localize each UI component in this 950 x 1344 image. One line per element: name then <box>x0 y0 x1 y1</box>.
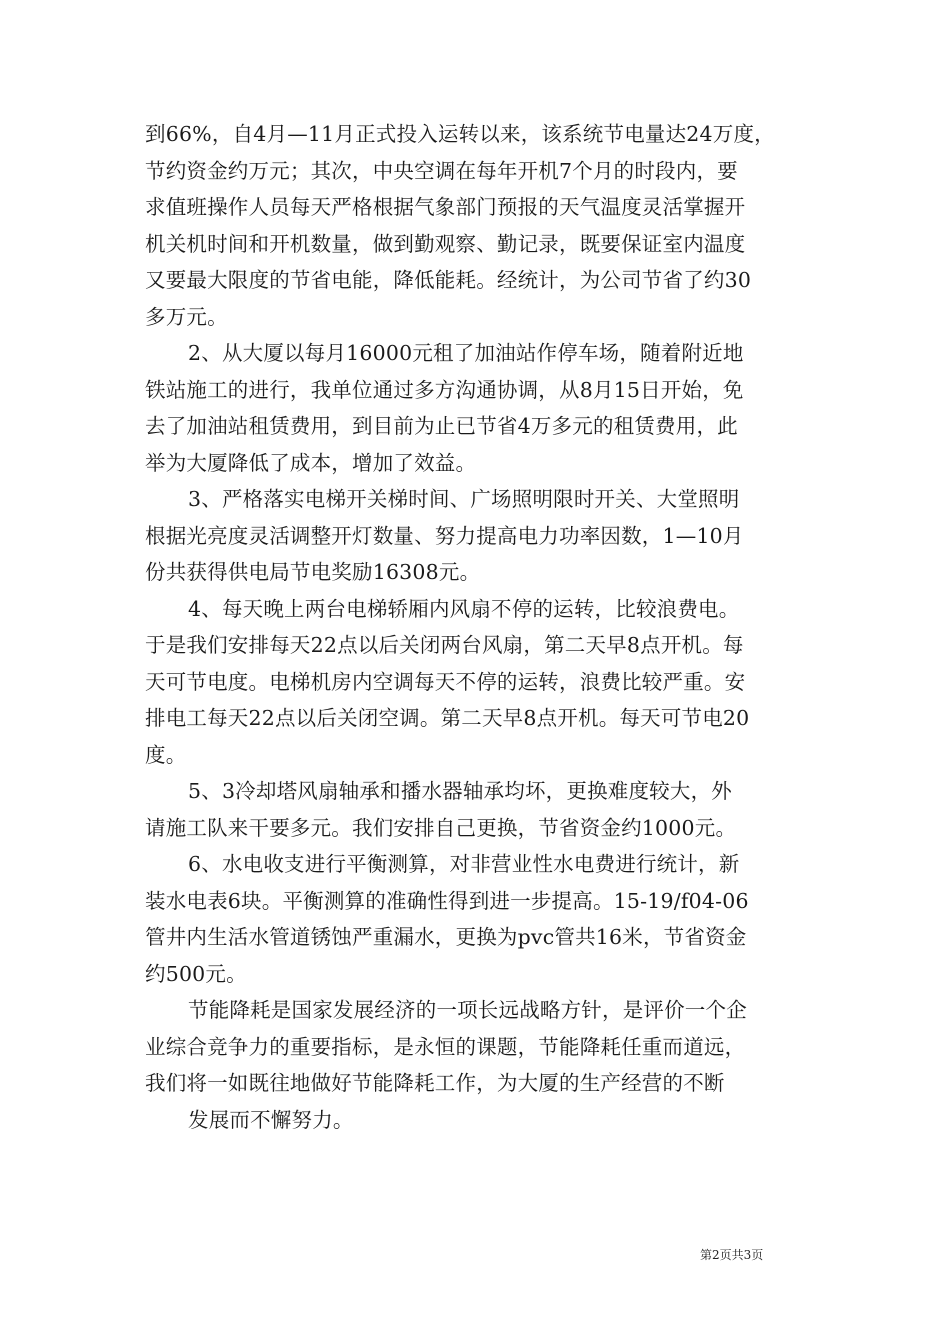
text-line: 求值班操作人员每天严格根据气象部门预报的天气温度灵活掌握开 <box>145 195 746 219</box>
text-line: 份共获得供电局节电奖励16308元。 <box>145 560 481 584</box>
text-line: 装水电表6块。平衡测算的准确性得到进一步提高。15-19/f04-06 <box>145 888 749 913</box>
text-line: 请施工队来干要多元。我们安排自己更换，节省资金约1000元。 <box>145 815 737 840</box>
text-line: 节能降耗是国家发展经济的一项长远战略方针，是评价一个企 <box>188 998 747 1022</box>
text-line: 机关机时间和开机数量，做到勤观察、勤记录，既要保证室内温度 <box>145 231 746 256</box>
text-line: 2、从大厦以每月16000元租了加油站作停车场，随着附近地 <box>188 341 744 365</box>
text-line: 去了加油站租赁费用，到目前为止已节省4万多元的租赁费用，此 <box>145 414 738 438</box>
text-line: 节约资金约万元；其次，中央空调在每年开机7个月的时段内，要 <box>145 158 738 183</box>
text-line: 天可节电度。电梯机房内空调每天不停的运转，浪费比较严重。安 <box>145 669 746 694</box>
text-line: 管井内生活水管道锈蚀严重漏水，更换为pvc管共16米，节省资金 <box>145 925 747 949</box>
text-line: 4、每天晚上两台电梯轿厢内风扇不停的运转，比较浪费电。 <box>188 596 740 621</box>
text-line: 举为大厦降低了成本，增加了效益。 <box>145 450 477 475</box>
text-line: 发展而不懈努力。 <box>188 1107 354 1132</box>
text-line: 铁站施工的进行，我单位通过多方沟通协调，从8月15日开始，免 <box>145 377 744 402</box>
text-line: 业综合竞争力的重要指标，是永恒的课题，节能降耗任重而道远， <box>145 1034 746 1059</box>
text-line: 到66%，自4月—11月正式投入运转以来，该系统节电量达24万度， <box>145 122 775 146</box>
document-body <box>145 116 817 1138</box>
text-line: 5、3冷却塔风扇轴承和播水器轴承均坏，更换难度较大，外 <box>188 779 732 803</box>
text-line: 6、水电收支进行平衡测算，对非营业性水电费进行统计，新 <box>188 852 740 876</box>
text-line: 排电工每天22点以后关闭空调。第二天早8点开机。每天可节电20 <box>145 706 750 730</box>
text-line: 又要最大限度的节省电能，降低能耗。经统计，为公司节省了约30 <box>145 268 752 292</box>
text-line: 根据光亮度灵活调整开灯数量、努力提高电力功率因数，1—10月 <box>145 523 744 548</box>
text-line: 多万元。 <box>145 304 228 329</box>
text-line: 约500元。 <box>145 961 247 986</box>
text-line: 3、严格落实电梯开关梯时间、广场照明限时开关、大堂照明 <box>188 487 740 511</box>
text-line: 我们将一如既往地做好节能降耗工作，为大厦的生产经营的不断 <box>145 1071 725 1095</box>
page-number: 第2页共3页 <box>700 1248 764 1262</box>
text-line: 度。 <box>145 742 187 767</box>
text-line: 于是我们安排每天22点以后关闭两台风扇，第二天早8点开机。每 <box>145 633 744 657</box>
